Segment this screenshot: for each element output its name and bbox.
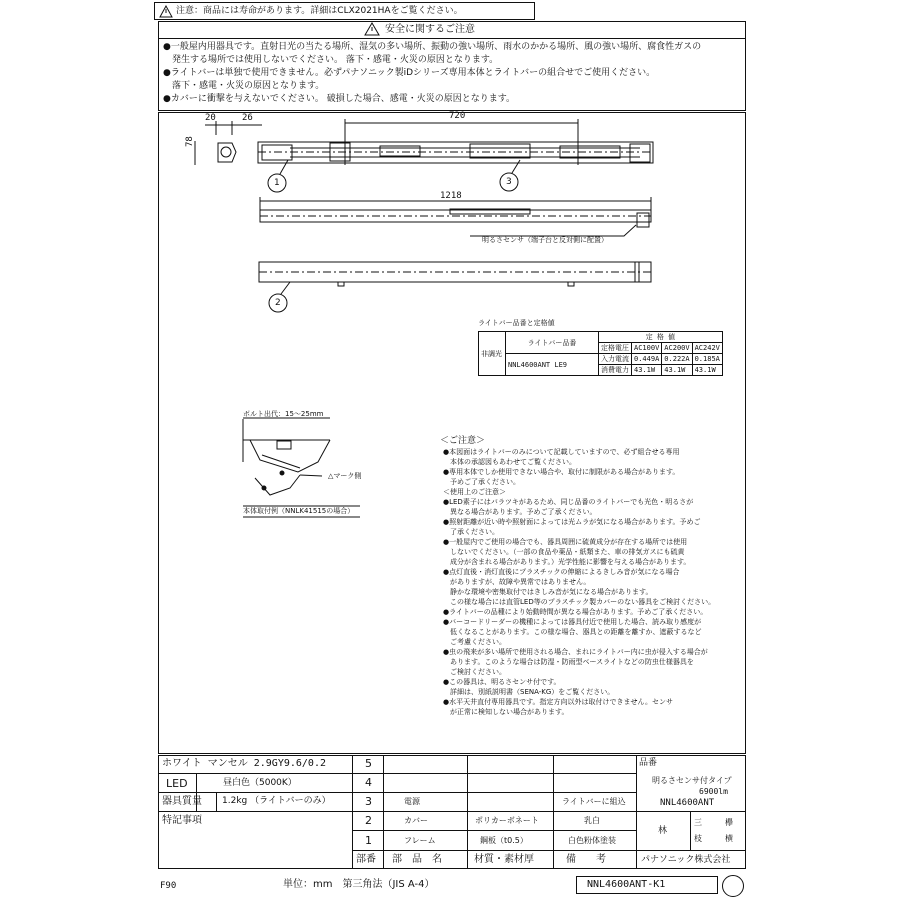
tb-hline [158,773,636,774]
special-label: 特記事項 [162,815,202,826]
part-name: フレーム [404,836,436,845]
safety-divider [158,38,746,39]
dim-1218: 1218 [440,191,462,201]
mark-note: △マーク側 [328,472,362,480]
note-line: がありますが、故障や異常ではありません。 [443,578,591,586]
mount-caption: 本体取付例（NNLK41515の場合） [243,507,355,515]
safety-line: 落下・感電・火災の原因となります。 [163,81,325,91]
col-rating: 定 格 値 [599,332,723,343]
note-line: ご考慮ください。 [443,638,506,646]
note-line: ●点灯直後・消灯直後にプラスチックの伸縮によるきしみ音が気になる場合 [443,568,680,576]
voltage-cell: AC200V [662,343,692,354]
note-line: ＜使用上のご注意＞ [443,488,506,496]
current-cell: 0.185A [692,354,722,365]
tb-hline [352,830,636,831]
spec-caption: ライトバー品番と定格値 [478,319,555,327]
voltage-cell: AC242V [692,343,722,354]
note-line: 了承ください。 [443,528,499,536]
sign: 三 [694,818,702,827]
note-line: 成分が含まれる場合があります。）光学性能に影響を与える場合があります。 [443,558,691,566]
power-cell: 43.1W [662,365,692,376]
mass-value: 1.2kg （ライトバーのみ） [222,796,331,806]
lumen: 6900lm [699,787,728,796]
part-material: ポリカーボネート [475,816,539,825]
part-no: 2 [365,814,372,827]
part-remark: ライトバーに組込 [562,797,626,806]
note-line: ●バーコードリーダーの機種によっては器具付近で使用した場合、読み取り感度が [443,618,702,626]
current-cell: 0.222A [662,354,692,365]
power-cell: 43.1W [692,365,722,376]
tb-hline [158,792,636,793]
power-label: 消費電力 [599,365,632,376]
tb-hline [636,811,746,812]
dim-720: 720 [449,111,466,121]
note-line: が正常に検知しない場合があります。 [443,708,569,716]
part-name: 電源 [404,797,420,806]
safety-line: ●ライトバーは単独で使用できません。必ずパナソニック製iDシリーズ専用本体とライトバーの組合せでご使用ください。 [163,68,656,78]
note-line: ●虫の飛来が多い場所で使用される場合、まれにライトバー内に虫が侵入する場合が [443,648,708,656]
hinban-label: 品番 [639,758,658,768]
note-line: ●本図面はライトバーのみについて記載していますので、必ず組合せる専用 [443,448,680,456]
note-line: ●ライトバーの品種により始動時間が異なる場合があります。予めご了承ください。 [443,608,708,616]
note-line: 予めご了承ください。 [443,478,520,486]
note-line: 本体の承認図もあわせてご覧ください。 [443,458,576,466]
hdr-remark: 備 考 [566,854,606,865]
product-type: 明るさセンサ付タイプ [652,776,732,785]
tb-hline [158,811,636,812]
dimming: 非調光 [479,332,506,376]
drawing-no: NNL4600ANT-K1 [587,879,666,890]
voltage-cell: AC100V [632,343,662,354]
model: NNL4600ANT [660,798,715,808]
current-label: 入力電流 [599,354,632,365]
callout-2: 2 [275,298,281,308]
col-product: ライトバー品番 [506,332,599,354]
led-label: LED [166,777,188,790]
mass-label: 器具質量 [162,796,202,807]
note-line: 低くなることがあります。この様な場合、器具との距離を離すか、遮蔽するなど [443,628,702,636]
note-line: ●この器具は、明るさセンサ付です。 [443,678,561,686]
note-line: 異なる場合があります。予めご了承ください。 [443,508,597,516]
note-line: ●専用本体でしか使用できない場合や、取付に制限がある場合があります。 [443,468,680,476]
tb-hline [352,850,746,851]
sign: 枝 [694,834,702,843]
notes-title: ＜ご注意＞ [440,436,486,446]
company: パナソニック株式会社 [641,855,731,865]
note-line: しないでください。（一部の食品や薬品・紙類また、車の排気ガスにも硫黄 [443,548,685,556]
footer-f: F90 [160,881,177,891]
note-line: ●水平天井直付専用器具です。指定方向以外は取付けできません。センサ [443,698,673,706]
note-line: ●LED素子にはバラツキがあるため、同じ品番のライトバーでも光色・明るさが [443,498,694,506]
safety-line: ●カバーに衝撃を与えないでください。 破損した場合、感電・火災の原因となります。 [163,94,515,104]
tb-vline [636,755,637,869]
note-line: 詳細は、別紙説明書（SENA-KG）をご覧ください。 [443,688,615,696]
voltage-label: 定格電圧 [599,343,632,354]
spec-table [478,331,723,376]
dim-20: 20 [205,113,216,123]
revision-circle-icon [722,875,744,897]
current-cell: 0.449A [632,354,662,365]
safety-title: 安全に関するご注意 [385,24,475,35]
dim-78: 78 [185,136,195,147]
part-material: 鋼板（t0.5） [480,836,528,845]
sensor-note: 明るさセンサ（端子台と反対側に配置） [482,236,608,244]
safety-line: 発生する場所では使用しないでください。 落下・感電・火災の原因となります。 [163,55,499,65]
led-value: 昼白色（5000K） [223,778,297,788]
note-line: ●一般屋内でご使用の場合でも、器具周囲に硫黄成分が存在する場所では使用 [443,538,688,546]
color-label: ホワイト マンセル 2.9GY9.6/0.2 [162,758,326,769]
safety-line: ●一般屋内用器具です。直射日光の当たる場所、湿気の多い場所、振動の強い場所、雨水のかかる場所、風の強い場所、腐食性ガスの [163,42,702,52]
sign: 林 [658,826,668,836]
sign: 欅 [725,818,733,827]
note-line: 静かな環境や密集取付ではきしみ音が気になる場合があります。 [443,588,653,596]
part-remark: 白色粉体塗装 [568,836,616,845]
tb-vline [216,792,217,811]
footer-units: 単位：mm 第三角法（JIS A-4） [283,879,435,890]
note-line: ●照射距離が近い時や照射面によっては光ムラが気になる場合があります。予めご [443,518,701,526]
hdr-material: 材質・素材厚 [474,854,534,865]
part-remark: 乳白 [584,816,600,825]
part-no: 3 [365,795,372,808]
part-name: カバー [404,816,428,825]
part-no: 1 [365,834,372,847]
sign: 横 [725,834,733,843]
hdr-name: 部 品 名 [392,854,442,865]
note-line: ご検討ください。 [443,668,506,676]
part-no: 4 [365,776,372,789]
note-line: あります。このような場合は防湿・防雨型ベースライトなどの防虫仕様器具を [443,658,694,666]
callout-1: 1 [274,178,280,188]
part-no: 5 [365,757,372,770]
note-line: この様な場合には直管LED等のプラスチック製カバーのない器具をご検討ください。 [443,598,716,606]
top-notice-text: 注意：商品には寿命があります。詳細はCLX2021HAをご覧ください。 [176,6,463,16]
tb-vline [690,811,691,850]
hdr-no: 部番 [356,854,376,865]
power-cell: 43.1W [632,365,662,376]
product-code: NNL4600ANT LE9 [506,354,599,376]
bolt-note: ボルト出代：15～25mm [243,410,324,418]
callout-3: 3 [506,177,512,187]
dim-26: 26 [242,113,253,123]
